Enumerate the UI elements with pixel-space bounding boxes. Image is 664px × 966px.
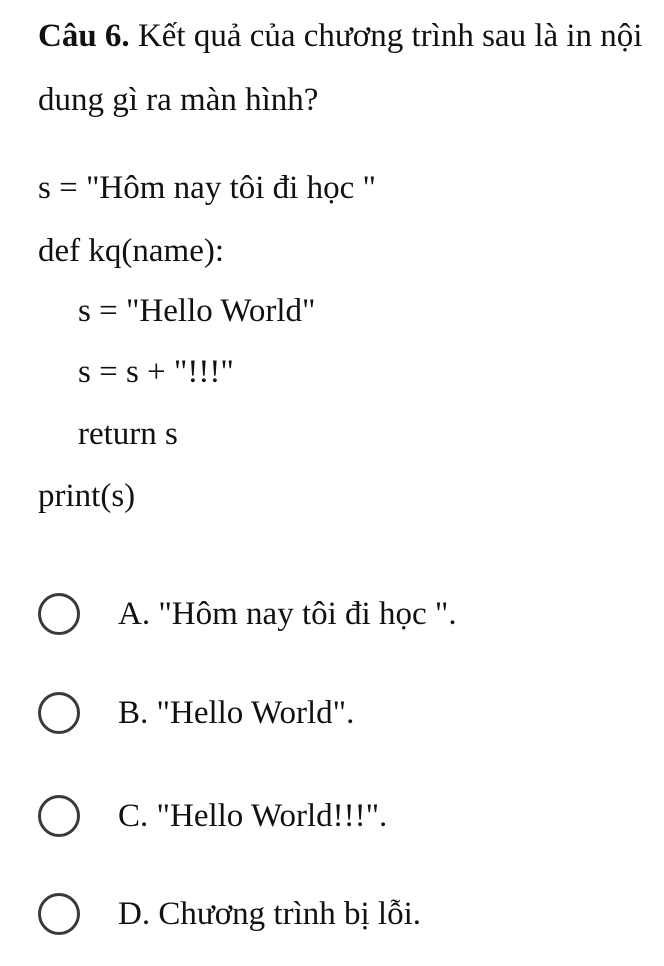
code-line-3: s = "Hello World" — [78, 293, 316, 329]
question-prompt: Kết quả của chương trình sau là in nội dung gì ra màn hình? — [38, 18, 643, 118]
radio-button-b[interactable] — [38, 692, 80, 734]
code-line-1: s = "Hôm nay tôi đi học " — [38, 170, 376, 206]
option-c-label: C. "Hello World!!!". — [118, 798, 388, 834]
option-d-label: D. Chương trình bị lỗi. — [118, 896, 422, 932]
option-d[interactable] — [38, 888, 421, 940]
code-line-2: def kq(name): — [38, 233, 224, 269]
question-text-block — [38, 4, 648, 132]
code-line-6: print(s) — [38, 478, 136, 514]
option-a[interactable] — [38, 588, 457, 640]
question-number: Câu 6. — [38, 18, 130, 54]
radio-button-a[interactable] — [38, 593, 80, 635]
radio-button-d[interactable] — [38, 893, 80, 935]
option-a-label: A. "Hôm nay tôi đi học ". — [118, 596, 457, 632]
option-b-label: B. "Hello World". — [118, 695, 355, 731]
code-line-4: s = s + "!!!" — [78, 354, 234, 390]
code-line-5: return s — [78, 416, 178, 452]
option-b[interactable] — [38, 687, 354, 739]
option-c[interactable] — [38, 790, 387, 842]
radio-button-c[interactable] — [38, 795, 80, 837]
